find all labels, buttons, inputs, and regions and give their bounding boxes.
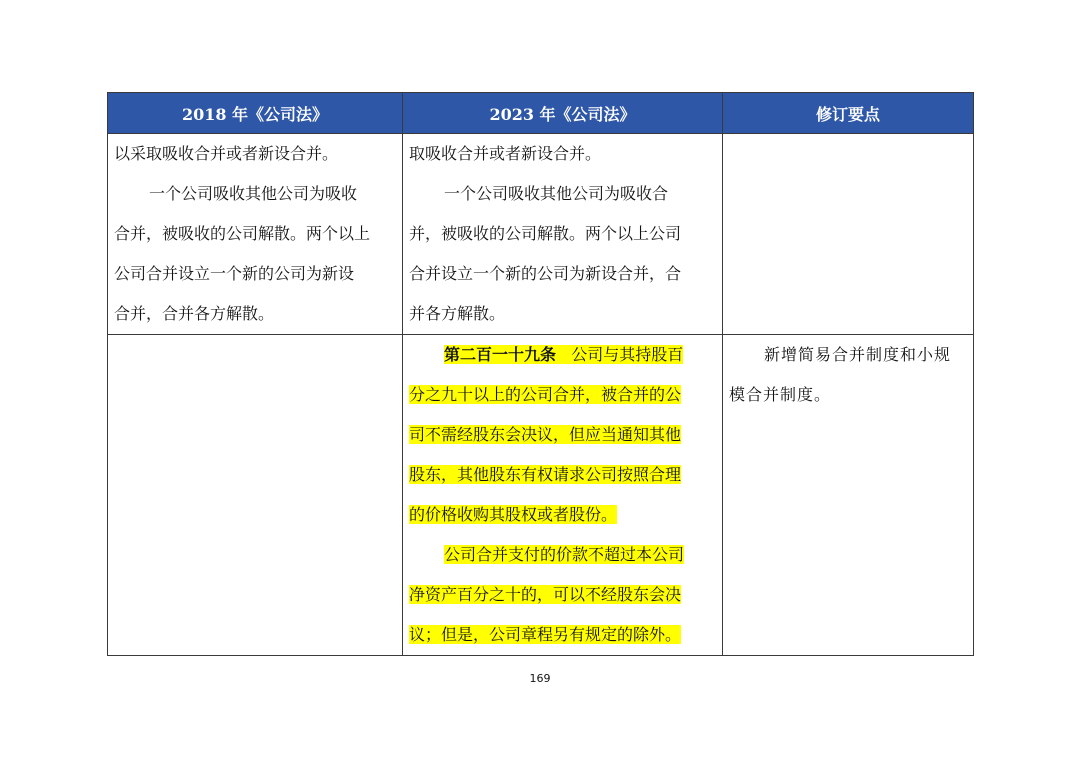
table-row: [108, 134, 974, 335]
paragraph-line: 合并，被吸收的公司解散。两个以上: [114, 224, 371, 243]
header-row: [108, 93, 974, 134]
paragraph-line: 的价格收购其股权或者股份。: [409, 505, 618, 524]
cell-revision-points: [723, 335, 974, 656]
paragraph-line: 分之九十以上的公司合并，被合并的公: [409, 385, 682, 404]
paragraph-line: 司不需经股东会决议，但应当通知其他: [409, 425, 682, 444]
paragraph-line: 一个公司吸收其他公司为吸收: [149, 184, 358, 203]
cell-2018-law: [108, 134, 403, 335]
header-2018-law: 2018 年《公司法》: [108, 93, 403, 134]
article-first-line: [409, 335, 722, 375]
header-2023-law: 2023 年《公司法》: [403, 93, 723, 134]
paragraph-line: 股东，其他股东有权请求公司按照合理: [409, 465, 682, 484]
cell-revision-points: [723, 134, 974, 335]
paragraph-line: 取吸收合并或者新设合并。: [409, 144, 602, 163]
paragraph-line: 并各方解散。: [409, 304, 506, 323]
revision-point-line: 模合并制度。: [729, 385, 832, 404]
table-row: [108, 335, 974, 656]
cell-2018-law: [108, 335, 403, 656]
paragraph-line: 合并设立一个新的公司为新设合并，合: [409, 264, 682, 283]
revision-point-line: 新增简易合并制度和小规: [764, 345, 952, 364]
paragraph-line: 一个公司吸收其他公司为吸收合: [444, 184, 669, 203]
paragraph-line: 合并，合并各方解散。: [114, 304, 275, 323]
paragraph-line: 公司合并支付的价款不超过本公司: [444, 545, 685, 564]
cell-2023-law: [403, 335, 723, 656]
header-revision-points: 修订要点: [723, 93, 974, 134]
paragraph-line: 议；但是，公司章程另有规定的除外。: [409, 625, 682, 644]
comparison-table: [107, 92, 974, 656]
page-number: 169: [529, 672, 551, 685]
cell-2023-law: [403, 134, 723, 335]
paragraph-line: 净资产百分之十的，可以不经股东会决: [409, 585, 682, 604]
paragraph-line: 并，被吸收的公司解散。两个以上公司: [409, 224, 682, 243]
paragraph-line: 以采取吸收合并或者新设合并。: [114, 144, 339, 163]
paragraph-line: 公司合并设立一个新的公司为新设: [114, 264, 355, 283]
article-title: 第二百一十九条: [444, 345, 557, 364]
paragraph-text: 公司与其持股百: [571, 345, 684, 364]
